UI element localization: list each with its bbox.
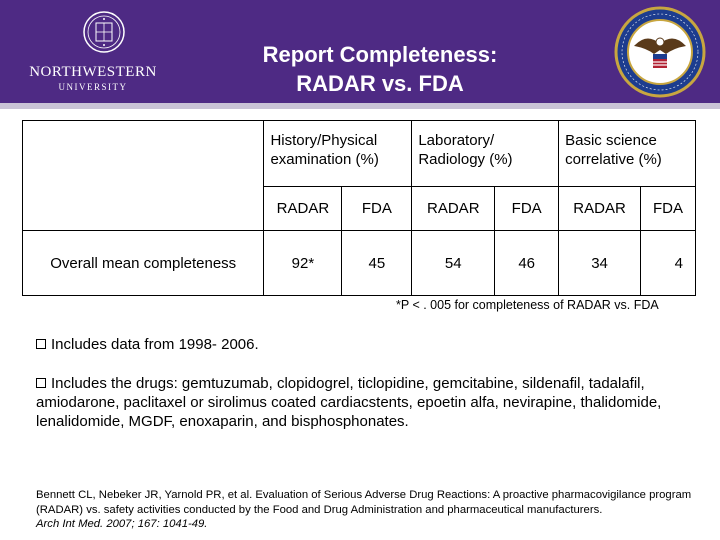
subheader-cell: FDA (342, 187, 412, 231)
header-stripe (0, 103, 720, 109)
category-header: Laboratory/ Radiology (%) (412, 121, 559, 187)
subheader-cell: RADAR (559, 187, 641, 231)
bullet-item (36, 335, 259, 354)
subheader-cell: FDA (640, 187, 695, 231)
subheader-cell: FDA (495, 187, 559, 231)
value-cell: 34 (559, 231, 641, 296)
subheader-cell: RADAR (412, 187, 495, 231)
checkbox-bullet-icon (36, 378, 46, 388)
citation-journal: Arch Int Med. 2007; 167: 1041-49. (36, 518, 208, 530)
value-cell: 4 (640, 231, 695, 296)
value-cell: 46 (495, 231, 559, 296)
checkbox-bullet-icon (36, 339, 46, 349)
logo-subtitle: UNIVERSITY (58, 82, 128, 92)
citation-text: Bennett CL, Nebeker JR, Yarnold PR, et al. Evaluation of Serious Adverse Drug Reactions: A proactive pharmacovigilance program (RADAR) vs. safety activities conducted by the Food and Drug Administration and pharmaceutical manufacturers. (36, 489, 692, 516)
header-bar (0, 0, 720, 103)
bullet-text: Includes data from 1998- 2006. (51, 336, 259, 353)
bullet-text: Includes the drugs: gemtuzumab, clopidogrel, ticlopidine, gemcitabine, sildenafil, tadalafil, amiodarone, paclitaxel or sirolimus coated cardiacstents, epoetin alfa, nevirapine, thalidomide, lenalidomide, MGDF, enoxaparin, and bisphosphonates. (36, 375, 662, 430)
empty-corner-cell (23, 121, 264, 231)
northwestern-logo (18, 10, 168, 95)
value-cell: 54 (412, 231, 495, 296)
citation (36, 488, 696, 532)
value-cell: 92* (264, 231, 342, 296)
subheader-cell: RADAR (264, 187, 342, 231)
northwestern-seal-icon (82, 10, 126, 54)
results-table (22, 120, 696, 296)
table-footnote: *P < . 005 for completeness of RADAR vs. FDA (396, 298, 659, 312)
category-header: History/Physical examination (%) (264, 121, 412, 187)
value-cell: 45 (342, 231, 412, 296)
logo-name: NORTHWESTERN (29, 64, 157, 80)
title-line-2: RADAR vs. FDA (296, 71, 464, 96)
slide-title (180, 40, 580, 98)
row-label: Overall mean completeness (23, 231, 264, 296)
category-header: Basic science correlative (%) (559, 121, 696, 187)
bullet-item (36, 374, 686, 431)
title-line-1: Report Completeness: (262, 42, 498, 67)
va-seal-icon (614, 6, 706, 98)
